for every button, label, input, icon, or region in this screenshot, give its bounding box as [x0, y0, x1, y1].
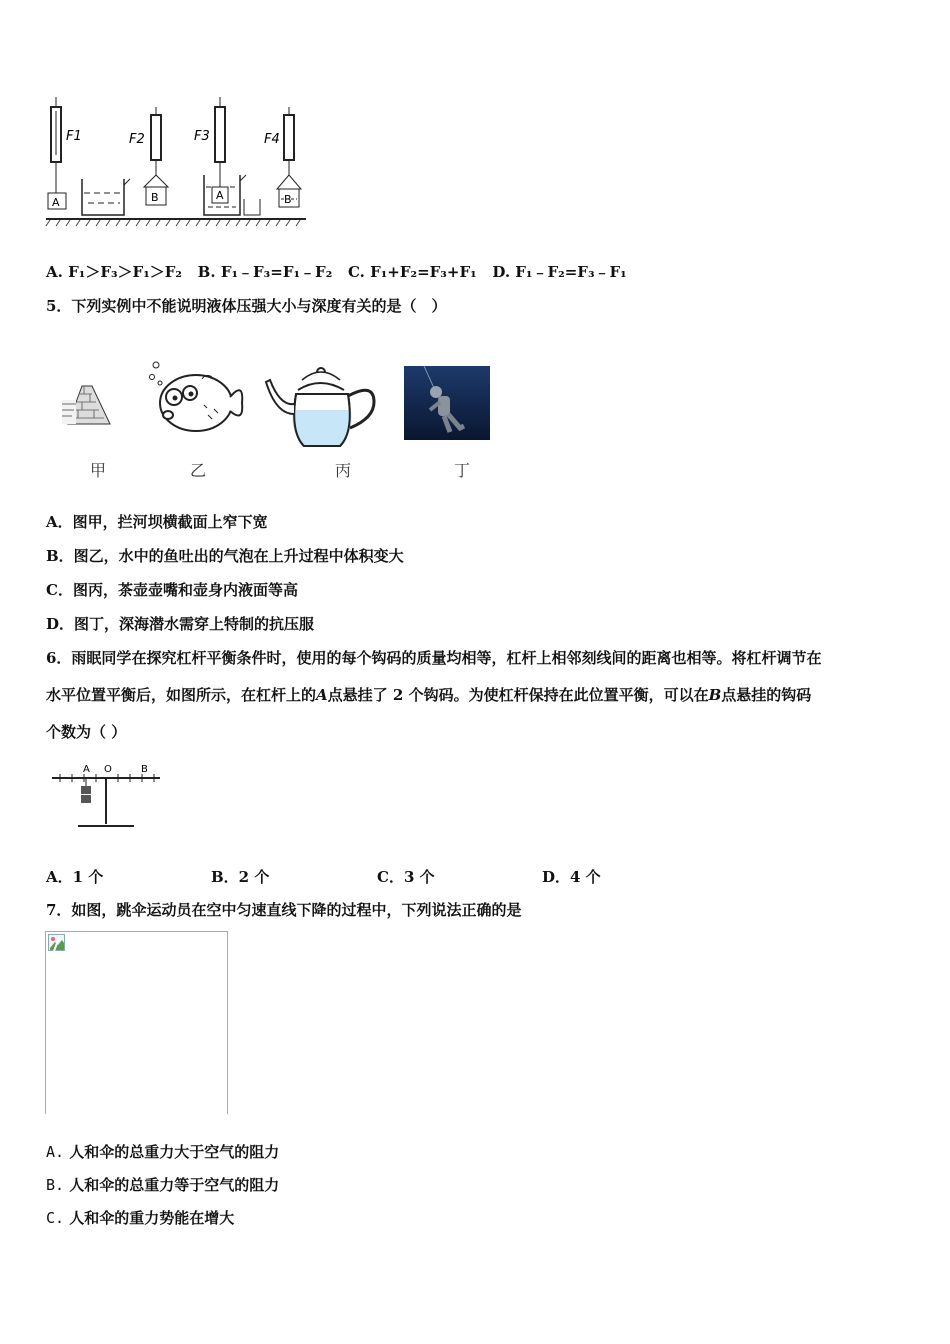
lever-figure — [48, 762, 164, 832]
spring-scale-2 — [129, 107, 168, 205]
object-label: A — [52, 196, 60, 209]
option-b[interactable]: B．图乙，水中的鱼吐出的气泡在上升过程中体积变大 — [46, 547, 404, 565]
option-a[interactable]: A. F₁＞F₃＞F₁＞F₂ — [46, 263, 182, 281]
lever-label-a: A — [83, 764, 90, 775]
diver-photo — [404, 366, 490, 440]
option-a[interactable]: A. 人和伞的总重力大于空气的阻力 — [46, 1143, 280, 1161]
spring-scale-3 — [194, 97, 246, 215]
option-c[interactable]: C．3 个 — [377, 868, 435, 886]
spring-scale-1 — [48, 97, 82, 209]
option-c[interactable]: C. F₁+F₂=F₃+F₁ — [347, 263, 477, 281]
spring-scale-figure — [44, 95, 314, 230]
lever-label-b: B — [141, 764, 148, 775]
q6-stem: 6．雨眠同学在探究杠杆平衡条件时，使用的每个钩码的质量均相等，杠杆上相邻刻线间的距离也相等。将杠杆调节在 水平位置平衡后，如图所示，在杠杆上的A点悬挂了 2 个钩码。为使杠杆保持在此位置平衡，可以在B点悬挂的钩码 个数为（ ） — [46, 649, 822, 741]
q4-options — [46, 262, 627, 282]
option-b[interactable]: B. 人和伞的总重力等于空气的阻力 — [46, 1176, 280, 1194]
q7-stem: 7．如图，跳伞运动员在空中匀速直线下降的过程中，下列说法正确的是 — [46, 901, 522, 919]
broken-image-placeholder — [45, 931, 228, 1114]
object-label: B — [284, 193, 292, 206]
caption-yi: 乙 — [190, 461, 207, 480]
force-label: F1 — [66, 129, 82, 144]
caption-bing: 丙 — [335, 461, 352, 480]
option-c[interactable]: C．图丙，茶壶壶嘴和壶身内液面等高 — [46, 581, 298, 599]
dam-figure — [60, 380, 115, 430]
force-label: F4 — [264, 132, 280, 147]
spring-scale-4 — [264, 107, 301, 207]
option-a[interactable]: A．1 个 — [46, 868, 104, 886]
object-label: B — [151, 191, 159, 204]
option-c[interactable]: C. 人和伞的重力势能在增大 — [46, 1209, 235, 1227]
broken-image-icon — [48, 934, 66, 952]
caption-ding: 丁 — [454, 461, 471, 480]
object-label: A — [216, 189, 224, 202]
option-d[interactable]: D．图丁，深海潜水需穿上特制的抗压服 — [46, 615, 315, 633]
lever-label-o: O — [104, 764, 112, 775]
option-b[interactable]: B. F₁﹣F₃=F₁﹣F₂ — [197, 263, 333, 281]
option-b[interactable]: B．2 个 — [211, 868, 270, 886]
option-a[interactable]: A．图甲，拦河坝横截面上窄下宽 — [46, 513, 268, 531]
option-d[interactable]: D. F₁﹣F₂=F₃﹣F₁ — [492, 263, 627, 281]
option-d[interactable]: D．4 个 — [542, 868, 601, 886]
caption-jia: 甲 — [90, 461, 107, 480]
q5-stem: 5．下列实例中不能说明液体压强大小与深度有关的是（ ） — [46, 297, 447, 315]
fish-figure — [146, 357, 246, 437]
force-label: F3 — [194, 129, 210, 144]
force-label: F2 — [129, 132, 145, 147]
teapot-figure — [262, 352, 382, 452]
